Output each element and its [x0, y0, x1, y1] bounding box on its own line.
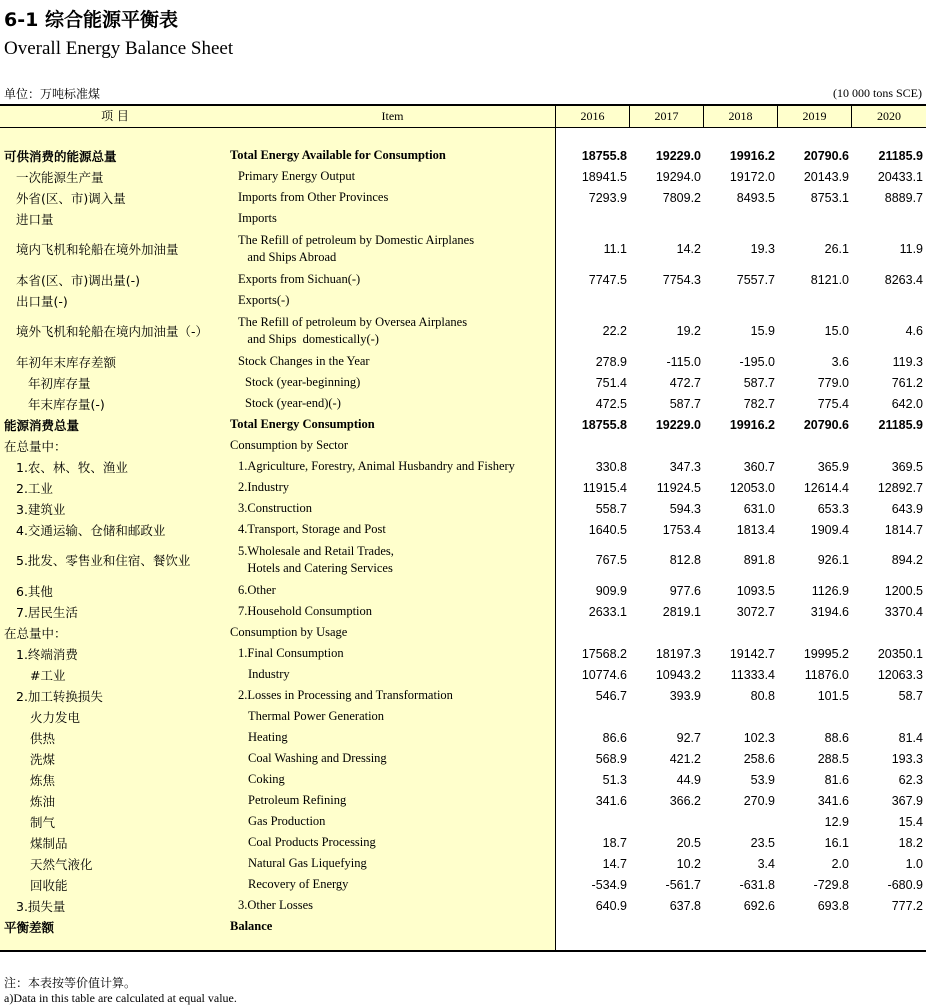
table-row	[0, 664, 926, 685]
row-label-en: Stock (year-end)(-)	[245, 396, 341, 410]
row-value-2016: 2633.1	[588, 604, 627, 619]
row-value-2018: 258.6	[743, 751, 775, 766]
row-label-cn: 2.工业	[16, 480, 53, 496]
row-value-2018: -195.0	[739, 354, 775, 369]
row-label-cn: 3.损失量	[16, 898, 66, 914]
row-label-en: Thermal Power Generation	[248, 709, 385, 723]
row-label-en: Natural Gas Liquefying	[248, 856, 367, 870]
row-value-2016: 278.9	[595, 354, 627, 369]
row-value-2016: 51.3	[602, 772, 627, 787]
row-value-2017: 594.3	[669, 501, 701, 516]
row-value-2020: 20433.1	[877, 169, 923, 184]
row-value-2017: 19229.0	[655, 417, 701, 432]
row-value-2018: 12053.0	[729, 480, 775, 495]
row-value-2017: 19229.0	[655, 148, 701, 163]
row-value-2020: -680.9	[887, 877, 923, 892]
row-value-2018: 360.7	[743, 459, 775, 474]
row-label-cn: 天然气液化	[30, 856, 93, 872]
row-value-2017: 977.6	[669, 583, 701, 598]
row-value-2020: 369.5	[891, 459, 923, 474]
row-value-2017: 10.2	[676, 856, 701, 871]
row-value-2017: 637.8	[669, 898, 701, 913]
row-value-2017: 812.8	[669, 553, 701, 567]
table-row	[0, 414, 926, 435]
row-label-cn: 5.批发、零售业和住宿、餐饮业	[16, 553, 191, 568]
row-value-2017: 7754.3	[662, 272, 701, 287]
row-label-en: Coking	[248, 772, 285, 786]
row-value-2016: 751.4	[595, 375, 627, 390]
row-label-en: 2.Losses in Processing and Transformation	[238, 688, 453, 702]
row-label-cn: 在总量中：	[4, 438, 67, 454]
row-value-2018: 3072.7	[736, 604, 775, 619]
row-value-2016: 18941.5	[581, 169, 627, 184]
row-value-2017: 2819.1	[662, 604, 701, 619]
row-value-2017: 587.7	[669, 396, 701, 411]
row-value-2019: 20790.6	[803, 148, 849, 163]
row-value-2020: 18.2	[898, 835, 923, 850]
row-value-2019: 288.5	[817, 751, 849, 766]
page-title-en: Overall Energy Balance Sheet	[4, 38, 234, 59]
page-title-cn: 6-1 综合能源平衡表	[4, 9, 178, 31]
row-value-2018: 53.9	[750, 772, 775, 787]
header-year: 2017	[654, 109, 679, 123]
row-value-2019: 12614.4	[803, 480, 849, 495]
row-value-2020: 777.2	[891, 898, 923, 913]
row-label-cn: 1.终端消费	[16, 646, 78, 662]
row-value-2020: 8263.4	[884, 272, 923, 287]
table-row	[0, 290, 926, 311]
row-label-cn: 年初年末库存差额	[16, 354, 117, 370]
table-row	[0, 832, 926, 853]
row-value-2018: 1813.4	[736, 522, 775, 537]
row-label-en: The Refill of petroleum by Domestic Airplanes and Ships Abroad	[238, 233, 475, 264]
row-value-2020: 21185.9	[878, 417, 923, 432]
row-label-en: Stock (year-beginning)	[245, 375, 361, 389]
row-label-cn: 外省(区、市)调入量	[16, 190, 126, 206]
row-value-2018: 782.7	[743, 396, 775, 411]
table-row	[0, 748, 926, 769]
row-label-en: Gas Production	[248, 814, 326, 828]
row-label-en: 5.Wholesale and Retail Trades, Hotels and Catering Services	[238, 544, 394, 575]
row-value-2016: 341.6	[595, 793, 627, 808]
row-label-en: 3.Construction	[238, 501, 312, 515]
table-row	[0, 269, 926, 290]
row-label-cn: 2.加工转换损失	[16, 688, 103, 704]
row-value-2016: 909.9	[595, 583, 627, 598]
row-label-cn: 3.建筑业	[16, 501, 66, 517]
row-label-cn: 平衡差额	[4, 919, 55, 935]
header-year: 2018	[728, 109, 753, 123]
row-value-2020: 643.9	[891, 501, 923, 516]
table-row	[0, 311, 926, 351]
row-value-2018: 891.8	[743, 553, 775, 567]
row-value-2019: 693.8	[817, 898, 849, 913]
row-value-2020: 1200.5	[884, 583, 923, 598]
row-value-2019: 12.9	[824, 814, 849, 829]
row-value-2019: 20790.6	[803, 417, 849, 432]
row-label-cn: 在总量中：	[4, 625, 67, 641]
row-value-2017: 393.9	[669, 688, 701, 703]
row-value-2020: 761.2	[891, 375, 923, 390]
row-value-2017: 366.2	[669, 793, 701, 808]
row-label-cn: 制气	[30, 814, 56, 830]
row-value-2017: 18197.3	[655, 646, 701, 661]
row-label-cn: #工业	[30, 667, 66, 683]
row-value-2018: 19142.7	[729, 646, 775, 661]
row-label-cn: 煤制品	[30, 835, 68, 851]
row-value-2019: 16.1	[824, 835, 849, 850]
unit-label-en: (10 000 tons SCE)	[832, 86, 922, 100]
row-value-2016: -534.9	[591, 877, 627, 892]
header-item-en: Item	[381, 109, 404, 123]
row-label-cn: 供热	[30, 730, 56, 746]
row-label-cn: 能源消费总量	[4, 417, 80, 433]
table-row	[0, 477, 926, 498]
row-label-cn: 火力发电	[30, 709, 81, 725]
row-value-2019: -729.8	[813, 877, 849, 892]
row-value-2019: 11876.0	[804, 667, 849, 682]
table-row	[0, 187, 926, 208]
row-value-2019: 26.1	[824, 242, 849, 256]
row-label-cn: 境外飞机和轮船在境内加油量（-）	[16, 324, 209, 339]
header-item-cn: 项 目	[101, 109, 129, 123]
row-value-2019: 19995.2	[803, 646, 849, 661]
row-label-cn: 炼油	[30, 793, 56, 809]
row-value-2018: 1093.5	[736, 583, 775, 598]
row-value-2018: 19916.2	[729, 417, 775, 432]
row-value-2020: 1.0	[905, 856, 923, 871]
row-value-2020: 12892.7	[877, 480, 923, 495]
table-row	[0, 685, 926, 706]
row-value-2019: 775.4	[817, 396, 849, 411]
table-bottom-rule	[0, 950, 926, 952]
row-value-2017: 7809.2	[662, 190, 701, 205]
row-value-2019: 3194.6	[810, 604, 849, 619]
row-value-2018: 692.6	[743, 898, 775, 913]
header-year: 2020	[877, 109, 901, 123]
row-value-2020: 20350.1	[877, 646, 923, 661]
row-value-2020: 1814.7	[884, 522, 923, 537]
row-label-en: Primary Energy Output	[238, 169, 356, 183]
row-label-cn: 本省(区、市)调出量(-)	[16, 272, 141, 288]
row-value-2019: 341.6	[817, 793, 849, 808]
row-label-en: Consumption by Sector	[230, 438, 349, 452]
row-value-2017: 1753.4	[662, 522, 701, 537]
table-row	[0, 643, 926, 664]
row-value-2016: 18755.8	[581, 148, 627, 163]
row-value-2016: 86.6	[602, 730, 627, 745]
table-row	[0, 811, 926, 832]
row-label-cn: 年初库存量	[28, 375, 91, 391]
row-label-cn: 境内飞机和轮船在境外加油量	[16, 242, 179, 257]
table-row	[0, 874, 926, 895]
table-row	[0, 622, 926, 643]
row-value-2018: 19.3	[750, 242, 775, 256]
row-value-2020: 8889.7	[884, 190, 923, 205]
row-value-2016: 22.2	[602, 324, 627, 338]
row-label-en: 7.Household Consumption	[238, 604, 373, 618]
row-label-en: Coal Products Processing	[248, 835, 376, 849]
table-row	[0, 895, 926, 916]
row-label-en: Balance	[230, 919, 273, 933]
row-label-en: Total Energy Consumption	[230, 417, 375, 431]
row-value-2018: 80.8	[750, 688, 775, 703]
row-label-en: 4.Transport, Storage and Post	[238, 522, 386, 536]
row-value-2017: 472.7	[669, 375, 701, 390]
row-value-2016: 568.9	[595, 751, 627, 766]
footnote-cn: 注：本表按等价值计算。	[4, 976, 137, 990]
row-value-2017: 19.2	[676, 324, 701, 338]
row-value-2016: 640.9	[595, 898, 627, 913]
header-year: 2016	[580, 109, 605, 123]
row-value-2017: 44.9	[676, 772, 701, 787]
table-row	[0, 435, 926, 456]
row-value-2020: 11.9	[899, 242, 923, 256]
row-label-cn: 年末库存量(-)	[28, 396, 105, 412]
unit-label-cn: 单位：万吨标准煤	[4, 87, 101, 101]
row-value-2016: 558.7	[595, 501, 627, 516]
row-label-en: 2.Industry	[238, 480, 290, 494]
table-row	[0, 498, 926, 519]
row-value-2018: 270.9	[743, 793, 775, 808]
row-value-2017: 347.3	[669, 459, 701, 474]
row-value-2017: 20.5	[676, 835, 701, 850]
row-value-2016: 18.7	[602, 835, 627, 850]
row-value-2017: 92.7	[676, 730, 701, 745]
row-value-2019: 3.6	[831, 354, 849, 369]
row-value-2018: 102.3	[743, 730, 775, 745]
table-header	[0, 104, 926, 128]
row-label-en: Consumption by Usage	[230, 625, 348, 639]
table-row	[0, 456, 926, 477]
row-label-en: 3.Other Losses	[238, 898, 313, 912]
row-value-2016: 10774.6	[581, 667, 627, 682]
table-row	[0, 706, 926, 727]
row-label-cn: 6.其他	[16, 583, 53, 599]
row-label-cn: 回收能	[30, 877, 68, 893]
row-label-en: 6.Other	[238, 583, 276, 597]
header-year: 2019	[802, 109, 827, 123]
row-value-2020: 62.3	[898, 772, 923, 787]
table-row	[0, 229, 926, 269]
row-value-2020: 4.6	[905, 324, 923, 338]
row-value-2018: 7557.7	[736, 272, 775, 287]
row-value-2018: 8493.5	[736, 190, 775, 205]
table-row	[0, 916, 926, 937]
row-label-cn: 4.交通运输、仓储和邮政业	[16, 522, 166, 538]
table-row	[0, 769, 926, 790]
table-row	[0, 208, 926, 229]
row-value-2020: 81.4	[898, 730, 923, 745]
row-label-en: Total Energy Available for Consumption	[230, 148, 446, 162]
row-label-cn: 可供消费的能源总量	[4, 148, 117, 164]
row-value-2018: 631.0	[743, 501, 775, 516]
row-value-2019: 8753.1	[810, 190, 849, 205]
row-value-2016: 11.1	[603, 242, 627, 256]
row-value-2018: 19916.2	[729, 148, 775, 163]
row-label-en: Stock Changes in the Year	[238, 354, 370, 368]
row-value-2016: 1640.5	[588, 522, 627, 537]
footnote-en: a)Data in this table are calculated at equal value.	[4, 991, 237, 1005]
row-value-2016: 11915.4	[582, 480, 627, 495]
row-value-2017: 10943.2	[655, 667, 701, 682]
row-value-2018: 19172.0	[729, 169, 775, 184]
row-value-2019: 779.0	[817, 375, 849, 390]
row-value-2019: 81.6	[824, 772, 849, 787]
row-value-2019: 88.6	[824, 730, 849, 745]
row-value-2019: 8121.0	[810, 272, 849, 287]
table-row	[0, 372, 926, 393]
row-value-2018: -631.8	[739, 877, 775, 892]
row-value-2016: 17568.2	[581, 646, 627, 661]
row-label-cn: 出口量(-)	[16, 293, 68, 309]
row-value-2018: 15.9	[750, 324, 775, 338]
row-value-2019: 926.1	[817, 553, 849, 567]
table-row	[0, 519, 926, 540]
row-value-2019: 653.3	[817, 501, 849, 516]
row-label-en: 1.Agriculture, Forestry, Animal Husbandry and Fishery	[238, 459, 515, 473]
row-label-cn: 洗煤	[30, 751, 56, 767]
table-row	[0, 145, 926, 166]
row-label-en: Coal Washing and Dressing	[248, 751, 387, 765]
row-value-2016: 546.7	[595, 688, 627, 703]
row-value-2020: 21185.9	[878, 148, 923, 163]
table-row	[0, 540, 926, 580]
row-value-2018: 23.5	[750, 835, 775, 850]
row-value-2016: 7747.5	[588, 272, 627, 287]
row-value-2020: 894.2	[891, 553, 923, 567]
table-row	[0, 166, 926, 187]
table-row	[0, 580, 926, 601]
row-value-2016: 14.7	[602, 856, 627, 871]
row-value-2016: 472.5	[595, 396, 627, 411]
row-value-2020: 3370.4	[884, 604, 923, 619]
row-label-cn: 7.居民生活	[16, 604, 78, 620]
row-value-2017: 421.2	[669, 751, 701, 766]
row-label-en: Heating	[248, 730, 288, 744]
row-value-2020: 119.3	[892, 354, 923, 369]
row-value-2018: 11333.4	[730, 667, 775, 682]
row-label-en: Imports from Other Provinces	[238, 190, 389, 204]
table-row	[0, 601, 926, 622]
row-label-cn: 1.农、林、牧、渔业	[16, 459, 128, 475]
row-label-cn: 炼焦	[30, 772, 56, 788]
row-value-2019: 365.9	[817, 459, 849, 474]
table-row	[0, 393, 926, 414]
row-value-2017: 19294.0	[655, 169, 701, 184]
row-label-en: Imports	[238, 211, 277, 225]
row-value-2020: 642.0	[891, 396, 923, 411]
table-row	[0, 727, 926, 748]
row-label-en: Recovery of Energy	[248, 877, 349, 891]
row-value-2016: 7293.9	[588, 190, 627, 205]
row-label-en: Petroleum Refining	[248, 793, 347, 807]
row-value-2019: 1126.9	[811, 583, 849, 598]
table-row	[0, 790, 926, 811]
row-value-2016: 767.5	[595, 553, 627, 567]
row-label-en: Exports(-)	[238, 293, 290, 307]
row-value-2019: 15.0	[824, 324, 849, 338]
row-value-2020: 15.4	[898, 814, 923, 829]
row-label-en: 1.Final Consumption	[238, 646, 344, 660]
row-label-cn: 进口量	[16, 211, 54, 227]
row-value-2019: 101.5	[817, 688, 849, 703]
row-value-2016: 18755.8	[581, 417, 627, 432]
row-value-2018: 587.7	[743, 375, 775, 390]
row-label-en: Industry	[248, 667, 290, 681]
row-value-2019: 1909.4	[810, 522, 849, 537]
row-value-2019: 2.0	[831, 856, 849, 871]
row-value-2018: 3.4	[757, 856, 775, 871]
row-label-cn: 一次能源生产量	[16, 169, 104, 185]
table-row	[0, 351, 926, 372]
row-value-2017: -115.0	[666, 354, 701, 369]
row-value-2017: 11924.5	[656, 480, 701, 495]
row-value-2020: 367.9	[891, 793, 923, 808]
row-value-2020: 12063.3	[877, 667, 923, 682]
table-row	[0, 853, 926, 874]
row-value-2017: -561.7	[665, 877, 701, 892]
row-value-2016: 330.8	[595, 459, 627, 474]
row-label-en: The Refill of petroleum by Oversea Airplanes and Ships domestically(-)	[238, 315, 468, 346]
row-value-2020: 58.7	[898, 688, 923, 703]
row-value-2020: 193.3	[891, 751, 923, 766]
row-value-2017: 14.2	[676, 242, 701, 256]
row-label-en: Exports from Sichuan(-)	[238, 272, 361, 286]
row-value-2019: 20143.9	[803, 169, 849, 184]
